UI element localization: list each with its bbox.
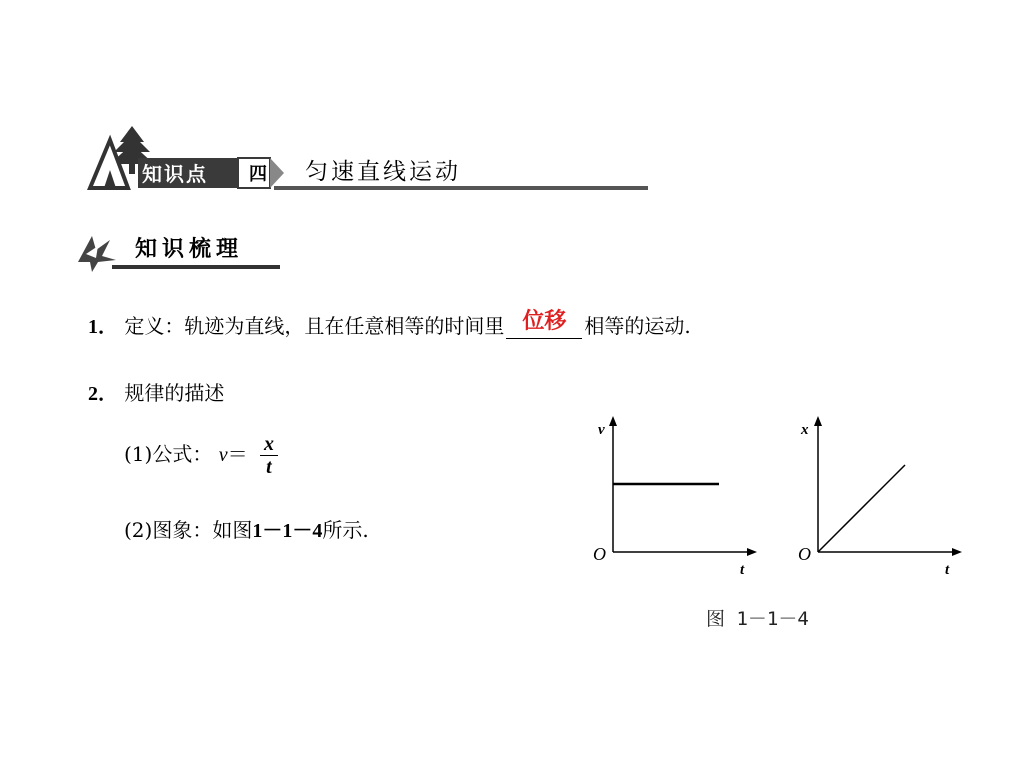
- formula-equals: ＝: [227, 442, 248, 466]
- x-axis-label: x: [801, 422, 809, 438]
- formula-lhs: v: [218, 444, 228, 466]
- displacement-time-graph: [793, 410, 973, 580]
- velocity-time-graph: [588, 410, 768, 580]
- formula-prefix: (1)公式：: [124, 442, 213, 466]
- uniform-motion-line: [818, 465, 905, 552]
- graph-reference-line: [124, 514, 369, 543]
- item-number: 1: [88, 316, 98, 338]
- section-title: 匀速直线运动: [305, 159, 461, 185]
- rule-heading: 2． 规律的描述: [88, 381, 225, 405]
- definition-line: 1． 定义：轨迹为直线，且在任意相等的时间里 位移 相等的运动.: [88, 310, 691, 339]
- formula-line: [124, 433, 278, 478]
- t-axis-label: t: [740, 562, 745, 578]
- origin-label: O: [798, 544, 811, 564]
- rule-heading-text: 规律的描述: [124, 381, 225, 405]
- fraction: [260, 433, 278, 478]
- star-burst-icon: [78, 236, 116, 272]
- t-axis-label: t: [945, 562, 950, 578]
- origin-label: O: [593, 544, 606, 564]
- section-label: 知识点: [142, 162, 208, 186]
- v-axis-label: v: [598, 422, 605, 438]
- answer-text: 位移: [522, 309, 567, 334]
- x-axis-arrow-icon: [814, 416, 822, 426]
- graph-suffix: 所示.: [322, 518, 369, 542]
- fraction-numerator: x: [260, 433, 278, 456]
- graph-prefix: (2)图象：如图: [124, 518, 253, 542]
- section-number: 四: [249, 164, 267, 185]
- t-axis-arrow-icon: [747, 548, 757, 556]
- figure-ref: 1－1－4: [252, 520, 323, 542]
- subsection-title: 知识梳理: [135, 237, 244, 262]
- v-axis-arrow-icon: [609, 416, 617, 426]
- figure-caption: 图 1－1－4: [706, 608, 809, 630]
- definition-text-before: 定义：轨迹为直线，且在任意相等的时间里: [124, 314, 505, 338]
- fraction-denominator: t: [266, 456, 272, 478]
- t-axis-arrow-icon: [952, 548, 962, 556]
- definition-text-after: 相等的运动.: [584, 314, 691, 338]
- fill-blank: [506, 309, 582, 339]
- item-number: 2: [88, 383, 98, 405]
